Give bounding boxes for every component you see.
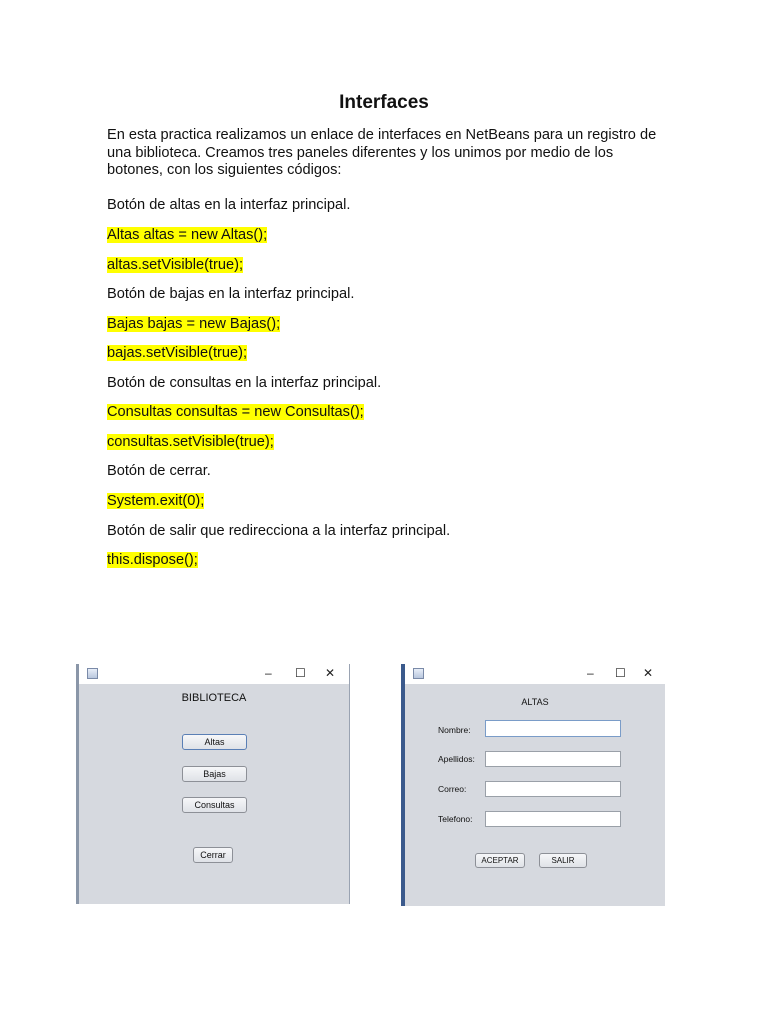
apellidos-label: Apellidos:: [438, 754, 475, 764]
aceptar-button[interactable]: ACEPTAR: [475, 853, 525, 868]
altas-heading: ALTAS: [521, 697, 549, 707]
code-line: consultas.setVisible(true);: [107, 434, 274, 450]
code-line: Altas altas = new Altas();: [107, 227, 268, 243]
minimize-icon[interactable]: –: [587, 666, 594, 680]
code-line: System.exit(0);: [107, 493, 205, 509]
consultas-button[interactable]: Consultas: [182, 797, 247, 813]
nombre-label: Nombre:: [438, 725, 471, 735]
text-line: Botón de consultas en la interfaz principal.: [107, 375, 382, 391]
maximize-icon[interactable]: ☐: [295, 666, 306, 680]
minimize-icon[interactable]: –: [265, 666, 272, 680]
correo-field[interactable]: [485, 781, 621, 797]
code-line: Bajas bajas = new Bajas();: [107, 316, 281, 332]
code-line: bajas.setVisible(true);: [107, 345, 248, 361]
bajas-button[interactable]: Bajas: [182, 766, 247, 782]
telefono-field[interactable]: [485, 811, 621, 827]
text-line: Botón de altas en la interfaz principal.: [107, 197, 351, 213]
java-icon: [87, 668, 98, 679]
telefono-label: Telefono:: [438, 814, 473, 824]
altas-window: [401, 664, 665, 906]
close-icon[interactable]: ✕: [643, 666, 654, 680]
code-line: Consultas consultas = new Consultas();: [107, 404, 364, 420]
text-line: Botón de bajas en la interfaz principal.: [107, 286, 355, 302]
text-line: Botón de cerrar.: [107, 463, 211, 479]
cerrar-button[interactable]: Cerrar: [193, 847, 233, 863]
text-line: Botón de salir que redirecciona a la interfaz principal.: [107, 523, 451, 539]
maximize-icon[interactable]: ☐: [615, 666, 626, 680]
biblioteca-heading: BIBLIOTECA: [181, 692, 247, 704]
intro-paragraph: En esta practica realizamos un enlace de interfaces en NetBeans para un registro de una biblioteca. Creamos tres paneles diferentes y los unimos por medio de los botones, con los siguientes códigos:: [107, 127, 657, 178]
code-line: altas.setVisible(true);: [107, 257, 243, 273]
title-bar: [79, 664, 349, 684]
close-icon[interactable]: ✕: [325, 666, 336, 680]
salir-button[interactable]: SALIR: [539, 853, 587, 868]
biblioteca-window: [76, 664, 350, 904]
nombre-field[interactable]: [485, 720, 621, 737]
document-title: Interfaces: [339, 92, 429, 113]
title-bar: [405, 664, 665, 684]
correo-label: Correo:: [438, 784, 467, 794]
code-line: this.dispose();: [107, 552, 198, 568]
apellidos-field[interactable]: [485, 751, 621, 767]
altas-button[interactable]: Altas: [182, 734, 247, 750]
java-icon: [413, 668, 424, 679]
